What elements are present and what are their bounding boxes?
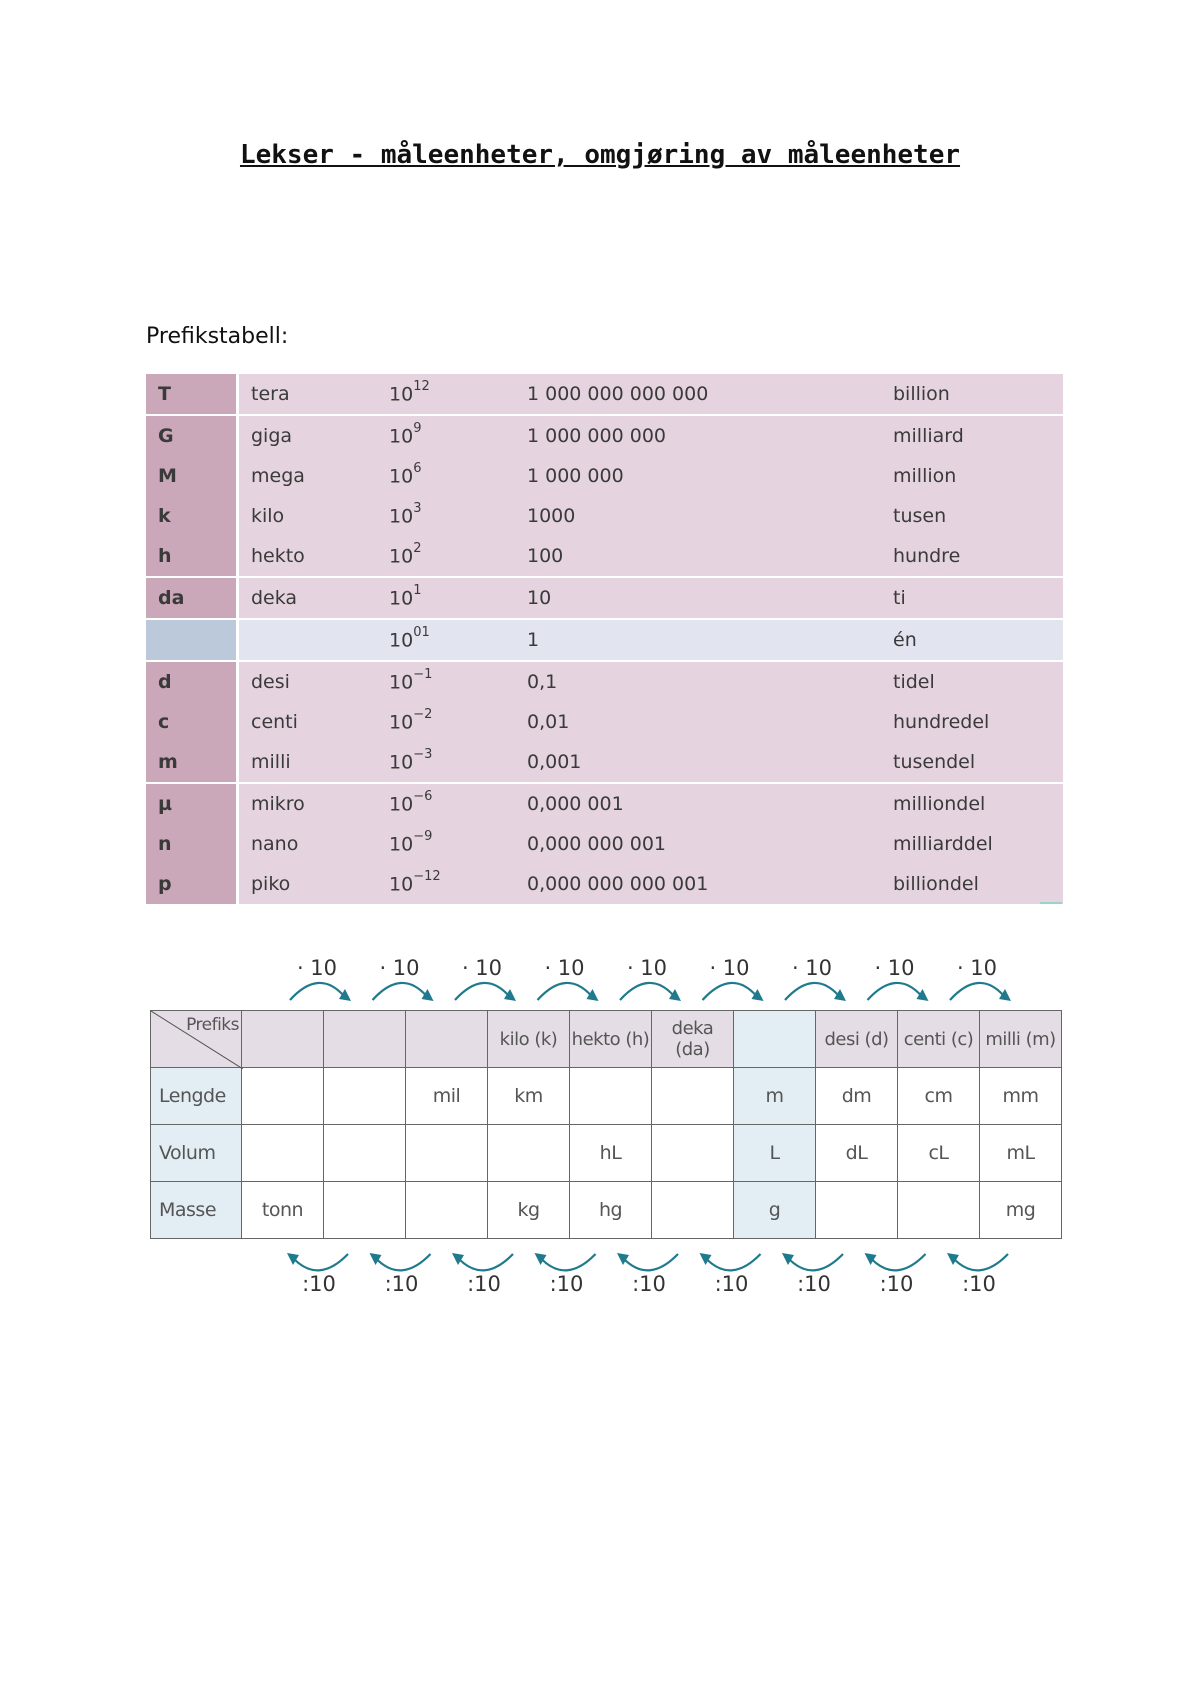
power-base: 10 <box>389 629 414 652</box>
divide-label: :10 <box>302 1272 336 1296</box>
power-base: 10 <box>389 751 414 774</box>
prefix-word: tusen <box>893 505 947 527</box>
prefix-name: mikro <box>238 783 378 824</box>
unit-cell: cL <box>898 1125 980 1182</box>
prefix-name: nano <box>251 833 299 855</box>
prefix-word: billiondel <box>893 873 979 895</box>
power-exponent: −6 <box>413 789 433 805</box>
prefix-value: 1000 <box>527 505 576 527</box>
power-exponent: 3 <box>413 501 422 517</box>
unit-cell: dm <box>816 1068 898 1125</box>
unit-cell: kg <box>488 1182 570 1239</box>
prefix-symbol: d <box>146 661 238 702</box>
prefix-name: centi <box>251 711 298 733</box>
prefix-name: kilo <box>251 505 285 527</box>
prefix-value: 1 000 000 000 <box>515 415 881 456</box>
power-base: 10 <box>389 711 414 734</box>
prefix-value: 0,000 001 <box>515 783 881 824</box>
power-exponent: 1 <box>413 583 422 599</box>
multiply-label: · 10 <box>956 956 998 980</box>
prefix-value: 0,001 <box>527 751 582 773</box>
divide-label: :10 <box>714 1272 749 1296</box>
quantity-label: Lengde <box>151 1068 242 1125</box>
prefix-word: milliondel <box>881 783 1063 824</box>
power-exponent: −1 <box>413 667 433 683</box>
prefix-symbol: M <box>146 456 238 496</box>
multiply-label: · 10 <box>379 956 420 980</box>
multiply-label: · 10 <box>709 956 750 980</box>
power-exponent: −3 <box>413 747 433 763</box>
prefix-word: million <box>893 465 957 487</box>
prefix-word: milliard <box>881 415 1063 456</box>
divide-label: :10 <box>384 1272 419 1296</box>
divide-arrow <box>294 1254 348 1270</box>
prefix-value: 0,000 000 000 001 <box>527 873 709 895</box>
unit-cell: mg <box>980 1182 1062 1239</box>
divide-label: :10 <box>467 1272 501 1296</box>
power-base: 10 <box>389 587 414 610</box>
divide-arrow <box>542 1254 596 1270</box>
prefix-value: 1 000 000 <box>527 465 624 487</box>
prefix-value: 10 <box>515 577 881 619</box>
multiply-label: · 10 <box>544 956 585 980</box>
prefix-value: 0,1 <box>515 661 881 702</box>
unit-cell: cm <box>898 1068 980 1125</box>
unit-cell: g <box>734 1182 816 1239</box>
unit-cell: hL <box>570 1125 652 1182</box>
prefix-name: giga <box>238 415 378 456</box>
prefix-symbol: µ <box>146 783 238 824</box>
unit-cell: hg <box>570 1182 652 1239</box>
unit-cell: mm <box>980 1068 1062 1125</box>
divide-arrow <box>377 1254 431 1270</box>
divide-arrow <box>872 1254 926 1270</box>
divide-label: :10 <box>879 1272 914 1296</box>
prefix-name: desi <box>238 661 378 702</box>
prefix-symbol: T <box>146 374 238 415</box>
divide-arrow <box>624 1254 678 1270</box>
prefix-word: hundre <box>893 545 961 567</box>
prefix-symbol: G <box>146 415 238 456</box>
power-exponent: 01 <box>413 625 430 641</box>
prefix-name: mega <box>251 465 305 487</box>
document-title: Lekser - måleenheter, omgjøring av måleenheter <box>239 140 961 170</box>
divide-arrow <box>459 1254 513 1270</box>
multiply-label: · 10 <box>461 956 503 980</box>
prefix-table-heading: Prefikstabell: <box>146 324 289 349</box>
quantity-label: Volum <box>151 1125 242 1182</box>
power-exponent: −2 <box>413 707 433 723</box>
unit-cell: tonn <box>242 1182 324 1239</box>
power-exponent: 9 <box>413 421 422 437</box>
divide-arrow <box>789 1254 843 1270</box>
divide-label: :10 <box>797 1272 831 1296</box>
corner-label: Prefiks <box>186 1015 239 1035</box>
prefix-word: tidel <box>881 661 1063 702</box>
power-base: 10 <box>389 383 414 406</box>
prefix-name: tera <box>251 383 290 405</box>
multiply-label: · 10 <box>296 956 338 980</box>
prefix-symbol: da <box>146 577 238 619</box>
power-base: 10 <box>389 671 414 694</box>
unit-cell: dL <box>816 1125 898 1182</box>
divide-arrow <box>954 1254 1008 1270</box>
quantity-label: Masse <box>151 1182 242 1239</box>
power-exponent: 12 <box>413 379 430 395</box>
prefix-word: billion <box>893 383 950 405</box>
prefix-header-cell: desi (d) <box>816 1011 898 1068</box>
prefix-symbol: h <box>146 536 238 577</box>
power-base: 10 <box>389 545 414 568</box>
prefix-value: 1 <box>515 619 881 661</box>
prefix-value: 1 000 000 000 000 <box>527 383 709 405</box>
power-base: 10 <box>389 465 414 488</box>
divide-label: :10 <box>549 1272 584 1296</box>
prefix-value: 100 <box>527 545 564 567</box>
prefix-name: milli <box>251 751 291 773</box>
power-base: 10 <box>389 505 414 528</box>
prefix-header-cell: milli (m) <box>980 1011 1062 1068</box>
divide-label: :10 <box>962 1272 996 1296</box>
prefix-word: hundredel <box>893 711 990 733</box>
prefix-header-cell: centi (c) <box>898 1011 980 1068</box>
prefix-word: ti <box>881 577 1063 619</box>
prefix-word: milliarddel <box>893 833 993 855</box>
multiply-label: · 10 <box>791 956 833 980</box>
power-exponent: 6 <box>413 461 422 477</box>
unit-cell: L <box>734 1125 816 1182</box>
power-base: 10 <box>389 833 414 856</box>
multiply-label: · 10 <box>874 956 915 980</box>
power-exponent: −12 <box>413 869 441 885</box>
prefix-symbol: k <box>146 496 238 536</box>
prefix-name: piko <box>251 873 291 895</box>
prefix-word: tusendel <box>893 751 976 773</box>
divide-arrow <box>707 1254 761 1270</box>
prefix-name: deka <box>238 577 378 619</box>
unit-cell: m <box>734 1068 816 1125</box>
power-exponent: 2 <box>413 541 422 557</box>
divide-label: :10 <box>632 1272 666 1296</box>
unit-cell: mL <box>980 1125 1062 1182</box>
prefix-symbol: m <box>146 742 238 783</box>
power-exponent: −9 <box>413 829 433 845</box>
unit-cell: mil <box>406 1068 488 1125</box>
power-base: 10 <box>389 793 414 816</box>
unit-cell: km <box>488 1068 570 1125</box>
power-base: 10 <box>389 425 414 448</box>
prefix-header-cell: kilo (k) <box>488 1011 570 1068</box>
prefix-header-cell: hekto (h) <box>570 1011 652 1068</box>
prefix-header-cell: deka (da) <box>652 1011 734 1068</box>
prefix-name: hekto <box>251 545 305 567</box>
prefix-symbol: p <box>146 864 238 904</box>
prefix-word: én <box>881 619 1063 661</box>
prefix-symbol: n <box>146 824 238 864</box>
multiply-label: · 10 <box>626 956 668 980</box>
power-base: 10 <box>389 873 414 896</box>
prefix-value: 0,000 000 001 <box>527 833 667 855</box>
prefix-value: 0,01 <box>527 711 570 733</box>
prefix-symbol: c <box>146 702 238 742</box>
